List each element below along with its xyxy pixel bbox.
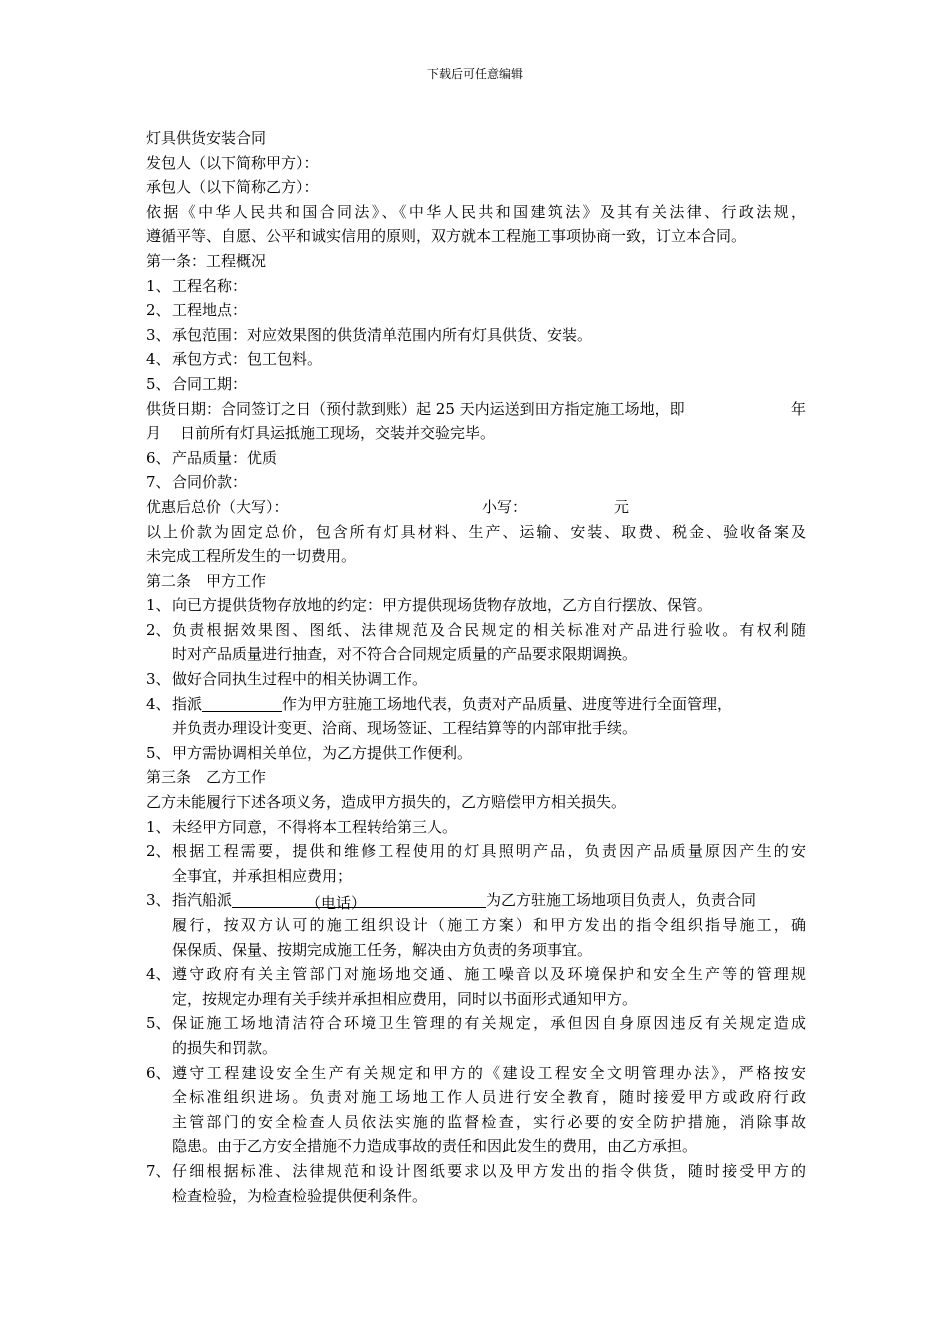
item-text: 产品质量：优质 — [172, 448, 278, 467]
item-number: 2、 — [146, 842, 171, 861]
item-number: 5、 — [146, 374, 171, 393]
intro-line-1: 依据《中华人民共和国合同法》、《中华人民共和国建筑法》及其有关法律、行政法规， — [146, 202, 806, 221]
item-text: 的损失和罚款。 — [172, 1038, 278, 1057]
item-number: 2、 — [146, 620, 171, 639]
article-3-heading — [146, 765, 806, 790]
item-text: 指派 — [172, 694, 203, 713]
item-text: 作为甲方驻施工场地代表，负责对产品质量、进度等进行全面管理， — [282, 694, 733, 713]
item-text: 甲方需协调相关单位，为乙方提供工作便利。 — [172, 743, 473, 762]
item-text: 隐患。由于乙方安全措施不力造成事故的责任和因此发生的费用，由乙方承担。 — [172, 1137, 698, 1156]
list-item — [146, 618, 806, 667]
item-text: 检查检验，为检查检验提供便利条件。 — [172, 1186, 428, 1205]
article-3-title: 乙方工作 — [206, 768, 267, 787]
article-1-heading: 第一条：工程概况 — [146, 251, 267, 270]
item-number: 3、 — [146, 670, 171, 689]
price-unit: 元 — [614, 497, 630, 516]
list-item — [146, 667, 806, 692]
manager-blank — [232, 891, 486, 913]
item-text: 指汽船派 — [172, 891, 233, 910]
item-text: 为乙方驻施工场地项目负责人，负责合同 — [486, 891, 757, 910]
article-2-number: 第二条 — [146, 571, 192, 590]
item-number: 7、 — [146, 473, 171, 492]
item-number: 5、 — [146, 1014, 171, 1033]
item-text: 未经甲方同意，不得将本工程转给第三人。 — [172, 817, 458, 836]
intro-line-2: 遵循平等、自愿、公平和诚实信用的原则，双方就本工程施工事项协商一致，订立本合同。 — [146, 227, 747, 246]
article-3-intro: 乙方未能履行下述各项义务，造成甲方损失的，乙方赔偿甲方相关损失。 — [146, 793, 627, 812]
party-a-line: 发包人（以下简称甲方）： — [146, 153, 319, 172]
list-item — [146, 962, 806, 1011]
page-header: 下载后可任意编辑 — [426, 67, 523, 81]
item-text: 工程地点： — [172, 301, 248, 320]
item-number: 4、 — [146, 965, 171, 984]
item-text: 承包方式：包工包料。 — [172, 350, 323, 369]
item-text: 工程名称： — [172, 276, 248, 295]
item-number: 6、 — [146, 1063, 171, 1082]
item-text: 做好合同执生过程中的相关协调工作。 — [172, 670, 428, 689]
price-line — [146, 495, 806, 520]
supply-date-line-2 — [146, 421, 806, 446]
item-text: 定，按规定办理有关手续并承担相应费用，同时以书面形式通知甲方。 — [172, 989, 638, 1008]
item-text: 保证施工场地清洁符合环境卫生管理的有关规定，承但因自身原因违反有关规定造成 — [172, 1014, 806, 1033]
item-number: 4、 — [146, 350, 171, 369]
item-number: 6、 — [146, 448, 171, 467]
list-item — [146, 692, 806, 741]
item-number: 1、 — [146, 596, 171, 615]
item-number: 2、 — [146, 301, 171, 320]
list-item — [146, 888, 806, 962]
item-text: 全标准组织进场。负责对施工场地工作人员进行安全教育，随时接爱甲方或政府行政 — [172, 1088, 806, 1107]
item-text: 保保质、保量、按期完成施工任务，解决由方负责的务项事宜。 — [172, 940, 593, 959]
supply-date-text: 供货日期：合同签订之日（预付款到账）起 25 天内运送到田方指定施工场地，即 — [146, 399, 685, 418]
item-text: 时对产品质量进行抽查，对不符合合同规定质量的产品要求限期调换。 — [172, 645, 638, 664]
item-text: 遵守政府有关主管部门对施场地交通、施工噪音以及环境保护和安全生产等的管理规 — [172, 965, 806, 984]
list-item — [146, 1159, 806, 1208]
item-text: 承包范围：对应效果图的供货清单范围内所有灯具供货、安装。 — [172, 325, 593, 344]
list-item — [146, 372, 806, 397]
contract-body — [146, 126, 806, 1208]
item-text: 履行，按双方认可的施工组织设计（施工方案）和甲方发出的指令组织指导施工，确 — [172, 916, 806, 934]
item-text: 合同价款： — [172, 473, 248, 492]
total-price-label: 优惠后总价（大写）： — [146, 497, 289, 516]
list-item — [146, 298, 806, 323]
list-item — [146, 347, 806, 372]
item-text: 主管部门的安全检查人员依法实施的监督检查，实行必要的安全防护措施，消除事故 — [172, 1112, 806, 1131]
item-text: 全事宜，并承担相应费用； — [172, 866, 353, 885]
article-2-heading — [146, 569, 806, 594]
representative-blank — [202, 695, 282, 712]
item-number: 3、 — [146, 325, 171, 344]
supply-date-month: 月 — [146, 424, 162, 443]
contract-title: 灯具供货安装合同 — [146, 129, 267, 147]
supply-date-line-1 — [146, 397, 806, 422]
item-text: 遵守工程建设安全生产有关规定和甲方的《建设工程安全文明管理办法》，严格按安 — [172, 1063, 806, 1082]
item-text: 向已方提供货物存放地的约定：甲方提供现场货物存放地，乙方自行摆放、保管。 — [172, 596, 713, 615]
article-2-title: 甲方工作 — [206, 571, 267, 590]
list-item — [146, 274, 806, 299]
item-number: 4、 — [146, 694, 171, 713]
price-note-line-2: 未完成工程所发生的一切费用。 — [146, 547, 357, 566]
list-item — [146, 815, 806, 840]
item-number: 7、 — [146, 1161, 171, 1180]
article-3-number: 第三条 — [146, 768, 192, 787]
party-b-line: 承包人（以下简称乙方）： — [146, 178, 319, 197]
phone-label: （电话） — [306, 894, 367, 913]
small-price-label: 小写： — [482, 497, 528, 516]
item-text: 仔细根据标准、法律规范和设计图纸要求以及甲方发出的指令供货，随时接受甲方的 — [172, 1161, 806, 1180]
list-item — [146, 593, 806, 618]
supply-date-year: 年 — [790, 399, 806, 418]
item-number: 3、 — [146, 891, 171, 910]
item-text: 根据工程需要，提供和维修工程使用的灯具照明产品，负责因产品质量原因产生的安 — [172, 842, 806, 861]
list-item — [146, 1011, 806, 1060]
list-item — [146, 470, 806, 495]
list-item — [146, 1061, 806, 1159]
item-text: 并负责办理设计变更、洽商、现场签证、工程结算等的内部审批手续。 — [172, 719, 638, 738]
list-item — [146, 741, 806, 766]
item-number: 1、 — [146, 276, 171, 295]
list-item — [146, 323, 806, 348]
item-text: 合同工期： — [172, 374, 248, 393]
price-note-line-1: 以上价款为固定总价，包含所有灯具材料、生产、运输、安装、取费、税金、验收备案及 — [146, 522, 806, 541]
supply-date-rest: 日前所有灯具运抵施工现场，交装并交验完毕。 — [180, 424, 496, 443]
item-text: 负责根据效果图、图纸、法律规范及合民规定的相关标准对产品进行验收。有权利随 — [172, 620, 806, 639]
list-item — [146, 446, 806, 471]
list-item — [146, 839, 806, 888]
item-number: 1、 — [146, 817, 171, 836]
item-number: 5、 — [146, 743, 171, 762]
